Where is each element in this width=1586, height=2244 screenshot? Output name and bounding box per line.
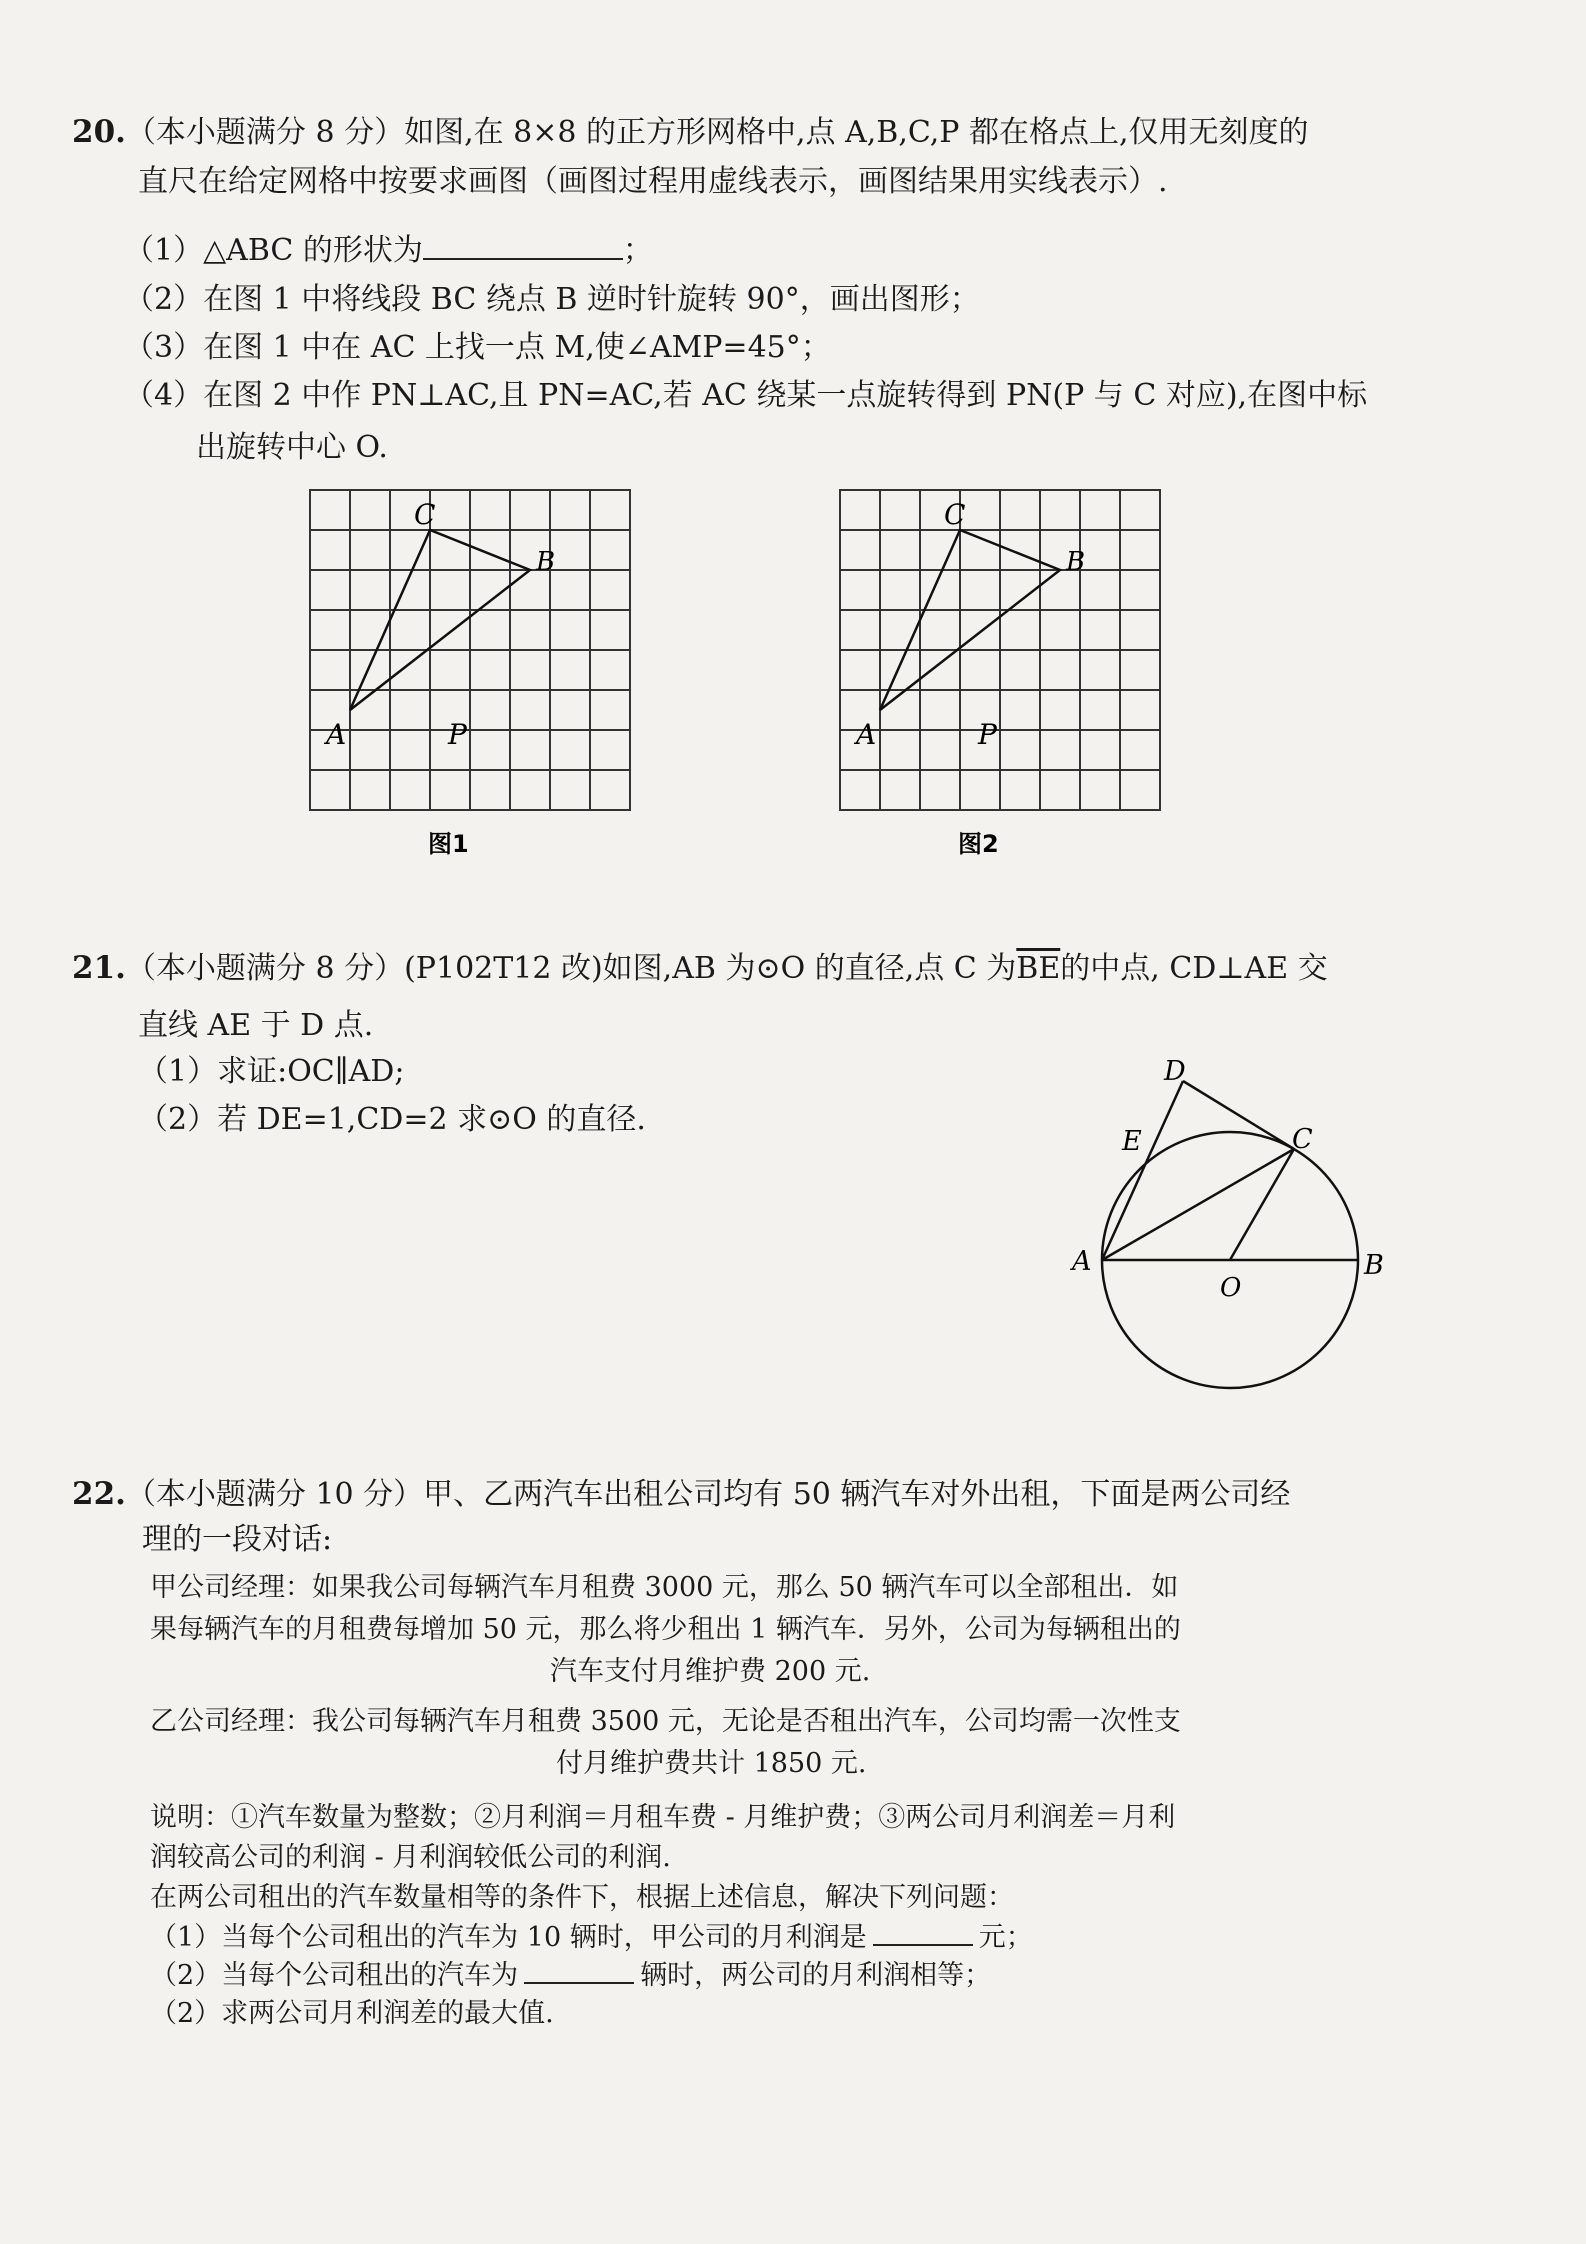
label-o-circle: O: [1220, 1273, 1242, 1303]
q22-number: 22.: [72, 1476, 126, 1512]
dialog-line-2: 果每辆汽车的月租费每增加 50 元，那么将少租出 1 辆汽车．另外，公司为每辆租出的: [150, 1614, 1181, 1645]
note-line-3: 在两公司租出的汽车数量相等的条件下，根据上述信息，解决下列问题：: [150, 1882, 1014, 1913]
q20-sub3: （3）在图 1 中在 AC 上找一点 M,使∠AMP=45°；: [124, 330, 831, 365]
q21-number: 21.: [72, 950, 126, 986]
label-c-1: C: [414, 498, 436, 531]
label-c-circle: C: [1292, 1124, 1313, 1155]
q22-sub2-end: 辆时，两公司的月利润相等；: [640, 1960, 992, 1991]
triangle-abc-1: [350, 530, 530, 710]
q22-sub1: [150, 1920, 1033, 1956]
caption-fig-1: 图1: [428, 830, 469, 858]
q22-sub2-blank[interactable]: [524, 1958, 634, 1984]
label-b-1: B: [536, 547, 556, 577]
line-oc: [1230, 1149, 1294, 1260]
label-a-2: A: [856, 718, 877, 751]
grid-1: [310, 490, 630, 810]
q21-sub1: （1）求证:OC∥AD;: [138, 1054, 405, 1089]
line-dc: [1183, 1081, 1294, 1149]
q21-stem-1b: 的中点, CD⊥AE 交: [1060, 951, 1328, 986]
q22-line1: [72, 1474, 1290, 1515]
note-line-2: 润较高公司的利润 - 月利润较低公司的利润.: [150, 1842, 671, 1873]
q21-line1: [72, 948, 1328, 989]
note-line-1: 说明：①汽车数量为整数；②月利润＝月租车费 - 月维护费；③两公司月利润差＝月利: [150, 1802, 1176, 1833]
q20-sub2: （2）在图 1 中将线段 BC 绕点 B 逆时针旋转 90°，画出图形；: [124, 282, 980, 317]
label-e-circle: E: [1122, 1126, 1142, 1157]
label-c-2: C: [944, 498, 966, 531]
q20-sub4-line1: （4）在图 2 中作 PN⊥AC,且 PN=AC,若 AC 绕某一点旋转得到 PN(P 与 C 对应),在图中标: [124, 378, 1368, 413]
grid-2: [840, 490, 1160, 810]
label-d-circle: D: [1164, 1060, 1186, 1087]
label-b-circle: B: [1364, 1250, 1384, 1281]
caption-fig-2: 图2: [958, 830, 999, 858]
q22-line2: 理的一段对话:: [142, 1522, 333, 1557]
label-p-2: P: [978, 718, 997, 751]
q22-stem-1: （本小题满分 10 分）甲、乙两汽车出租公司均有 50 辆汽车对外出租，下面是两公司经: [125, 1477, 1291, 1512]
label-a-circle: A: [1072, 1246, 1092, 1277]
dialog-line-4: 乙公司经理：我公司每辆汽车月租费 3500 元，无论是否租出汽车，公司均需一次性支: [150, 1706, 1181, 1737]
q22-sub3: （2）求两公司月利润差的最大值.: [150, 1998, 554, 2029]
q20-sub1-blank[interactable]: [423, 230, 623, 260]
q21-sub2: （2）若 DE=1,CD=2 求⊙O 的直径.: [138, 1102, 646, 1137]
arc-be: $\overline{BE}$: [1016, 951, 1061, 986]
label-a-1: A: [326, 718, 347, 751]
line-ac: [1102, 1149, 1294, 1260]
dialog-line-5: 付月维护费共计 1850 元.: [556, 1748, 867, 1779]
q22-sub1-blank[interactable]: [873, 1920, 973, 1946]
line-ad: [1102, 1081, 1183, 1260]
q22-sub1-end: 元；: [978, 1922, 1033, 1953]
q22-sub2-text: （2）当每个公司租出的汽车为: [150, 1960, 519, 1991]
dialog-line-1: 甲公司经理：如果我公司每辆汽车月租费 3000 元，那么 50 辆汽车可以全部租出．如: [150, 1572, 1179, 1603]
q20-sub1-text: （1）△ABC 的形状为: [124, 233, 423, 268]
q20-number: 20.: [72, 114, 126, 150]
q20-stem-1: （本小题满分 8 分）如图,在 8×8 的正方形网格中,点 A,B,C,P 都在格点上,仅用无刻度的: [125, 115, 1309, 150]
q20-figure-1: [300, 480, 640, 860]
q20-sub1: [124, 230, 653, 271]
q20-sub1-end: ；: [622, 233, 653, 268]
q21-line2: 直线 AE 于 D 点.: [138, 1008, 374, 1043]
dialog-line-3: 汽车支付月维护费 200 元.: [550, 1656, 871, 1687]
q20-figure-2: [830, 480, 1170, 860]
label-p-1: P: [448, 718, 467, 751]
q22-sub1-text: （1）当每个公司租出的汽车为 10 辆时，甲公司的月利润是: [150, 1922, 867, 1953]
q21-figure: [1040, 1060, 1400, 1420]
q20-line1: [72, 112, 1309, 153]
triangle-abc-2: [880, 530, 1060, 710]
q20-sub4-line2: 出旋转中心 O.: [196, 430, 388, 465]
q20-line2: 直尺在给定网格中按要求画图（画图过程用虚线表示，画图结果用实线表示）.: [138, 164, 1168, 199]
q22-sub2: [150, 1958, 991, 1994]
label-b-2: B: [1066, 547, 1086, 577]
q21-stem-1a: （本小题满分 8 分）(P102T12 改)如图,AB 为⊙O 的直径,点 C 为: [125, 951, 1017, 986]
